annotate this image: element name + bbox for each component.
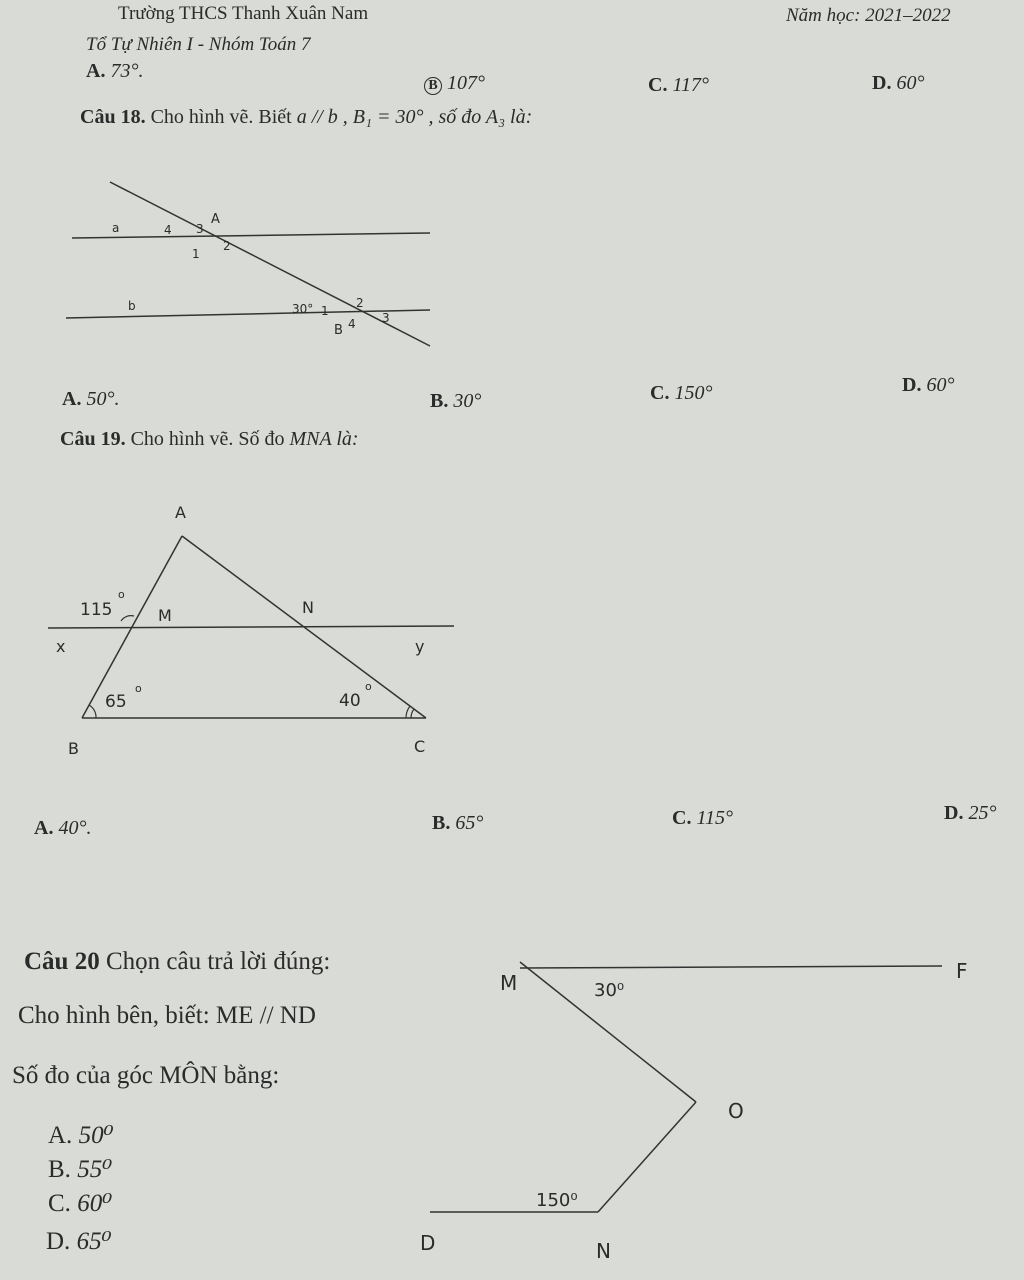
svg-text:2: 2 (356, 296, 364, 310)
prev-option-c: C. 117° (648, 74, 709, 96)
svg-text:A: A (211, 212, 220, 227)
prev-option-a: A. 73°. (86, 60, 144, 82)
q19-option-b: B. 65° (432, 812, 484, 834)
question-19: Câu 19. Cho hình vẽ. Số đo MNA là: (60, 428, 359, 450)
question-20-ask: Số đo của góc MÔN bằng: (12, 1062, 280, 1089)
svg-text:x: x (56, 637, 66, 656)
circled-answer-mark: B (424, 77, 442, 95)
q20-option-c: C. 60⁰ (48, 1190, 113, 1217)
q19-option-a: A. 40°. (34, 817, 92, 839)
q19-option-c: C. 115° (672, 807, 733, 829)
question-18: Câu 18. Cho hình vẽ. Biết a // b , B₁ = 30° , số đo A₃ là: (80, 106, 533, 128)
svg-text:o: o (118, 588, 125, 601)
svg-text:3: 3 (382, 311, 390, 325)
svg-text:o: o (135, 682, 142, 695)
svg-text:1: 1 (192, 247, 200, 261)
svg-text:D: D (420, 1231, 436, 1255)
svg-text:4: 4 (164, 223, 172, 237)
school-name: Trường THCS Thanh Xuân Nam (118, 3, 369, 24)
svg-text:C: C (414, 737, 426, 756)
q18-option-c: C. 150° (650, 382, 713, 404)
q20-option-d: D. 65⁰ (46, 1228, 112, 1255)
svg-text:N: N (302, 598, 314, 617)
svg-text:30⁰: 30⁰ (594, 980, 625, 1001)
svg-text:1: 1 (321, 304, 329, 318)
question-20-given: Cho hình bên, biết: ME // ND (18, 1002, 316, 1029)
svg-text:F: F (956, 959, 968, 983)
svg-text:O: O (728, 1099, 744, 1123)
svg-text:B: B (334, 323, 343, 338)
prev-option-d: D. 60° (872, 72, 925, 94)
group-name: Tổ Tự Nhiên I - Nhóm Toán 7 (86, 34, 311, 55)
svg-text:b: b (128, 299, 136, 313)
school-year: Năm học: 2021–2022 (786, 5, 951, 26)
svg-text:30°: 30° (292, 302, 314, 316)
q20-option-b: B. 55⁰ (48, 1156, 113, 1183)
q19-option-d: D. 25° (944, 802, 997, 824)
svg-text:y: y (415, 637, 425, 656)
svg-text:150⁰: 150⁰ (536, 1190, 578, 1211)
svg-text:65: 65 (105, 692, 127, 712)
question-20-title: Câu 20 Chọn câu trả lời đúng: (24, 948, 331, 975)
svg-text:a: a (112, 221, 120, 235)
prev-option-b: B 107° (424, 72, 485, 95)
svg-text:M: M (158, 606, 172, 625)
svg-text:N: N (596, 1239, 611, 1263)
svg-text:3: 3 (196, 222, 204, 236)
svg-text:40: 40 (339, 691, 361, 711)
q20-option-a: A. 50⁰ (48, 1122, 114, 1149)
svg-text:o: o (365, 680, 372, 693)
svg-text:M: M (500, 971, 518, 995)
svg-text:4: 4 (348, 317, 356, 331)
q18-option-b: B. 30° (430, 390, 482, 412)
svg-text:A: A (175, 503, 186, 522)
svg-text:2: 2 (223, 239, 231, 253)
q18-option-d: D. 60° (902, 374, 955, 396)
svg-text:115: 115 (80, 600, 113, 620)
q18-option-a: A. 50°. (62, 388, 120, 410)
svg-text:B: B (68, 739, 79, 758)
